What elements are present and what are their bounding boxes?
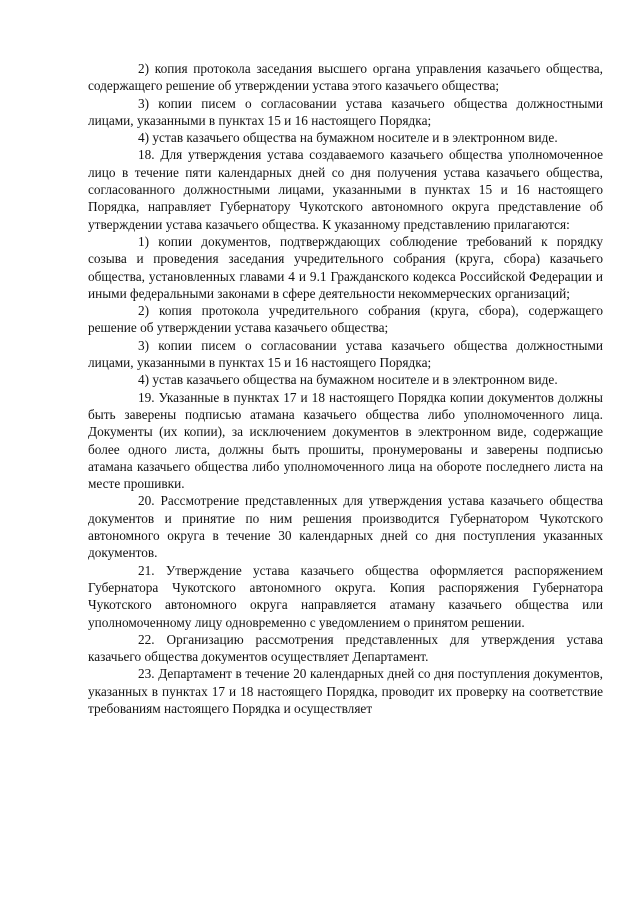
paragraph-clause-19: 19. Указанные в пунктах 17 и 18 настоящего Порядка копии документов должны быть заверены подписью атамана казачьего общества либо уполномоченного лица. Документы (их копии), за исключением документов в электронном виде, содержащие более одного листа, должны быть прошиты, пронумерованы и заверены подписью атамана казачьего общества либо уполномоченного лица на обороте последнего листа на месте прошивки. (88, 389, 603, 492)
paragraph-clause-21: 21. Утверждение устава казачьего общества оформляется распоряжением Губернатора Чукотского автономного округа. Копия распоряжения Губернатора Чукотского автономного округа направляется атаману казачьего общества или уполномоченному лицу одновременно с уведомлением о принятом решении. (88, 562, 603, 630)
paragraph-clause-18-item-2: 2) копия протокола учредительного собрания (круга, сбора), содержащего решение об утверждении устава казачьего общества; (88, 303, 603, 336)
paragraph-item-3: 3) копии писем о согласовании устава казачьего общества должностными лицами, указанными в пунктах 15 и 16 настоящего Порядка; (88, 95, 603, 128)
paragraph-item-2: 2) копия протокола заседания высшего органа управления казачьего общества, содержащего решение об утверждении устава этого казачьего общества; (88, 61, 603, 94)
paragraph-clause-18-item-4: 4) устав казачьего общества на бумажном носителе и в электронном виде. (138, 372, 558, 388)
paragraph-clause-22: 22. Организацию рассмотрения представленных для утверждения устава казачьего общества документов осуществляет Департамент. (88, 631, 603, 665)
paragraph-clause-18: 18. Для утверждения устава создаваемого казачьего общества уполномоченное лицо в течение пяти календарных дней со дня получения устава казачьего общества, согласованного должностными лицами, указанными в пунктах 15 и 16 настоящего Порядка, направляет Губернатору Чукотского автономного округа представление об утверждении устава казачьего общества. К указанному представлению прилагаются: (88, 147, 603, 232)
paragraph-item-4: 4) устав казачьего общества на бумажном носителе и в электронном виде. (138, 130, 558, 146)
paragraph-clause-18-item-3: 3) копии писем о согласовании устава казачьего общества должностными лицами, указанными в пунктах 15 и 16 настоящего Порядка; (88, 337, 603, 371)
paragraph-clause-20: 20. Рассмотрение представленных для утверждения устава казачьего общества документов и принятие по ним решения производится Губернатором Чукотского автономного округа в течение 30 календарных дней со дня поступления указанных документов. (88, 493, 603, 561)
paragraph-clause-18-item-1: 1) копии документов, подтверждающих соблюдение требований к порядку созыва и проведения заседания учредительного собрания (круга, сбора) казачьего общества, установленных главами 4 и 9.1 Гражданского кодекса Российской Федерации и иными федеральными законами в сфере деятельности некоммерческих организаций; (88, 233, 603, 301)
paragraph-clause-23: 23. Департамент в течение 20 календарных дней со дня поступления документов, указанных в пунктах 17 и 18 настоящего Порядка, проводит их проверку на соответствие требованиям настоящего Порядка и осуществляет (88, 666, 603, 716)
